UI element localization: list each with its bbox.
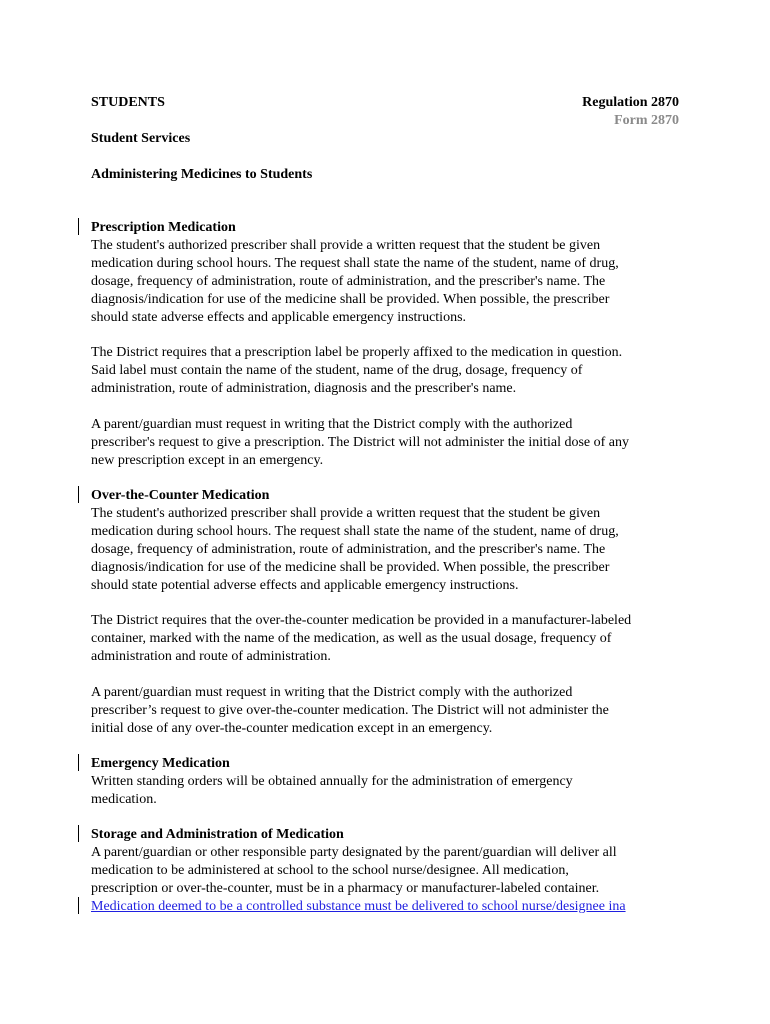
text-line: A parent/guardian or other responsible party designated by the parent/guardian will deliver all <box>91 844 617 860</box>
storage-section <box>91 826 691 916</box>
text-line: medication. <box>91 791 157 807</box>
change-bar <box>78 754 79 771</box>
text-line: diagnosis/indication for use of the medicine shall be provided. When possible, the prescriber <box>91 291 610 307</box>
emergency-paragraph <box>91 773 691 809</box>
otc-heading: Over-the-Counter Medication <box>91 488 270 503</box>
chapter-title: STUDENTS <box>91 95 165 110</box>
prescription-section <box>91 219 691 470</box>
form-number: Form 2870 <box>614 113 679 128</box>
otc-paragraph-3 <box>91 684 691 738</box>
emergency-section <box>91 755 691 809</box>
text-line: container, marked with the name of the medication, as well as the usual dosage, frequency of <box>91 631 612 647</box>
change-bar <box>78 486 79 503</box>
prescription-paragraph-1 <box>91 237 691 327</box>
text-line: The student's authorized prescriber shall provide a written request that the student be given <box>91 237 601 253</box>
text-line: should state adverse effects and applicable emergency instructions. <box>91 309 467 325</box>
storage-heading: Storage and Administration of Medication <box>91 827 344 842</box>
text-line: prescriber's request to give a prescription. The District will not administer the initial dose of any <box>91 434 630 450</box>
controlled-substance-link[interactable]: Medication deemed to be a controlled substance must be delivered to school nurse/designee ina <box>91 898 626 914</box>
text-line: diagnosis/indication for use of the medicine shall be provided. When possible, the prescriber <box>91 559 610 575</box>
text-line: The District requires that a prescription label be properly affixed to the medication in question. <box>91 345 623 361</box>
section-title: Student Services <box>91 131 191 146</box>
text-line: A parent/guardian must request in writing that the District comply with the authorized <box>91 416 573 432</box>
text-line: medication during school hours. The request shall state the name of the student, name of drug, <box>91 523 619 539</box>
emergency-heading: Emergency Medication <box>91 756 230 771</box>
text-line: medication to be administered at school to the school nurse/designee. All medication, <box>91 862 569 878</box>
text-line: Written standing orders will be obtained annually for the administration of emergency <box>91 773 573 789</box>
text-line: medication during school hours. The request shall state the name of the student, name of drug, <box>91 255 619 271</box>
text-line: dosage, frequency of administration, route of administration, and the prescriber's name. The <box>91 273 606 289</box>
text-line: should state potential adverse effects and applicable emergency instructions. <box>91 577 519 593</box>
otc-section <box>91 487 691 738</box>
otc-paragraph-1 <box>91 505 691 595</box>
text-line: dosage, frequency of administration, route of administration, and the prescriber's name. The <box>91 541 606 557</box>
regulation-number: Regulation 2870 <box>582 95 679 110</box>
text-line: new prescription except in an emergency. <box>91 452 324 468</box>
change-bar <box>78 897 79 914</box>
prescription-paragraph-2 <box>91 344 691 398</box>
prescription-heading: Prescription Medication <box>91 220 236 235</box>
text-line: The student's authorized prescriber shall provide a written request that the student be given <box>91 505 601 521</box>
document-title: Administering Medicines to Students <box>91 167 313 182</box>
otc-paragraph-2 <box>91 612 691 666</box>
text-line: prescription or over-the-counter, must be in a pharmacy or manufacturer-labeled container. <box>91 880 600 896</box>
text-line: administration and route of administration. <box>91 649 331 665</box>
text-line: administration, route of administration, diagnosis and the prescriber's name. <box>91 381 517 397</box>
change-bar <box>78 218 79 235</box>
text-line: A parent/guardian must request in writing that the District comply with the authorized <box>91 684 573 700</box>
change-bar <box>78 825 79 842</box>
prescription-paragraph-3 <box>91 416 691 470</box>
text-line: Said label must contain the name of the student, name of the drug, dosage, frequency of <box>91 363 583 379</box>
storage-paragraph <box>91 844 691 916</box>
text-line: The District requires that the over-the-counter medication be provided in a manufacturer-labeled <box>91 613 632 629</box>
text-line: initial dose of any over-the-counter medication except in an emergency. <box>91 720 493 736</box>
text-line: prescriber’s request to give over-the-counter medication. The District will not administer the <box>91 702 609 718</box>
